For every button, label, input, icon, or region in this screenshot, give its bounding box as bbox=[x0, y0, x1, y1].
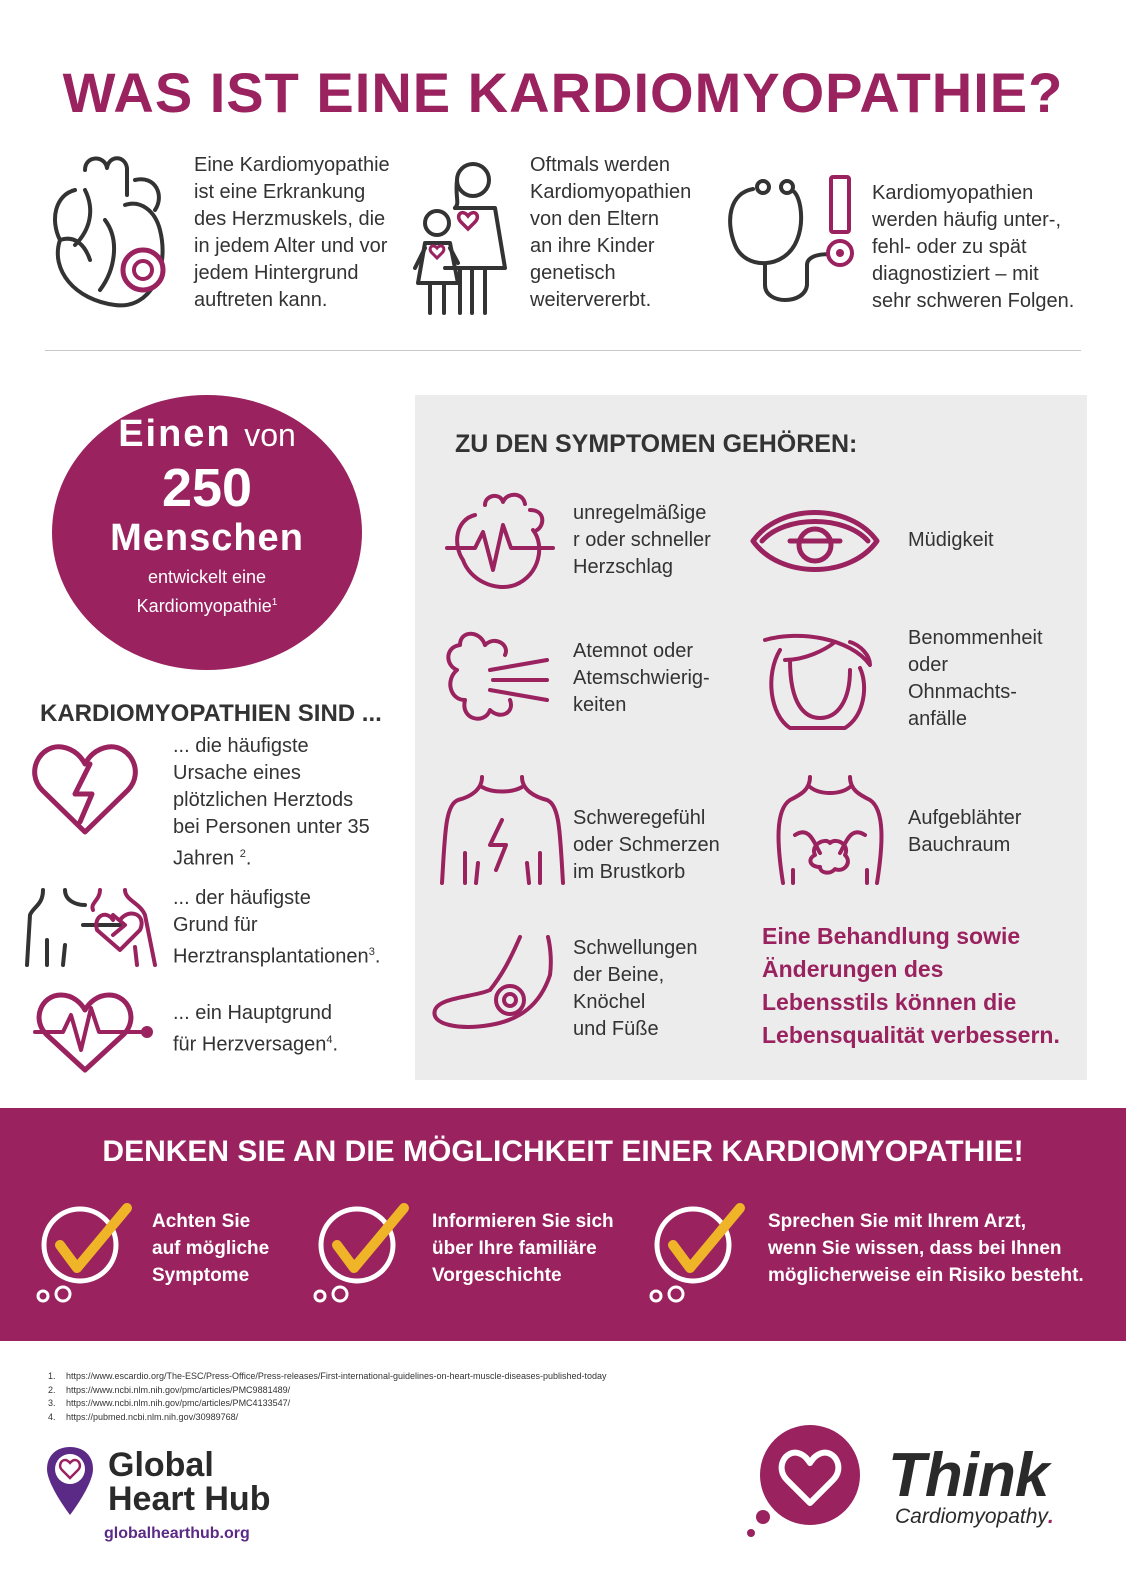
sind-text-3: ... ein Hauptgrund für Herzversagen$^4$. bbox=[173, 1002, 339, 1056]
intro-text-3: Kardiomyopathien werden häufig unter-, fehl- oder zu spät diagnostiziert – mit sehr schweren Folgen. bbox=[872, 182, 1075, 312]
symptom-text-7: Schwellungen der Beine, Knöchel und Füße bbox=[573, 937, 698, 1040]
symptom-text-6: Aufgeblähter Bauchraum bbox=[908, 807, 1022, 856]
heart-rhythm-icon bbox=[445, 490, 555, 595]
anatomical-heart-icon bbox=[45, 150, 175, 320]
reference-item[interactable]: 3. https://www.ncbi.nlm.nih.gov/pmc/articles/PMC4133547/ bbox=[48, 1398, 291, 1408]
cardiomyopathy-logo-text: Cardiomyopathy. bbox=[895, 1505, 1054, 1528]
stat-caption: entwickelt eine Kardiomyopathie$^1$ bbox=[136, 567, 278, 616]
stat-von: von bbox=[244, 417, 296, 453]
bloated-belly-icon bbox=[775, 775, 885, 890]
band-heading: DENKEN SIE AN DIE MÖGLICHKEIT EINER KARDIOMYOPATHIE! bbox=[102, 1135, 1024, 1168]
reference-item[interactable]: 1. https://www.escardio.org/The-ESC/Press-Office/Press-releases/First-international-guidelines-on-heart-muscle-diseases-published-today bbox=[48, 1371, 607, 1381]
sind-text-2: ... der häufigste Grund für Herztransplantationen$^3$. bbox=[173, 887, 381, 968]
chest-pain-icon bbox=[440, 775, 565, 890]
sind-text-1: ... die häufigste Ursache eines plötzlichen Herztods bei Personen unter 35 Jahren $^2$. bbox=[173, 735, 370, 870]
band-text-3: Sprechen Sie mit Ihrem Arzt, wenn Sie wissen, dass bei Ihnen möglicherweise ein Risiko besteht. bbox=[768, 1211, 1084, 1286]
references bbox=[48, 1370, 607, 1424]
breath-icon bbox=[445, 625, 550, 730]
global-heart-hub-logo-icon bbox=[45, 1445, 95, 1517]
symptom-text-5: Schweregefühl oder Schmerzen im Brustkorb bbox=[573, 807, 720, 883]
symptom-text-3: Atemnot oder Atemschwierig- keiten bbox=[573, 640, 710, 716]
ghh-url[interactable]: globalhearthub.org bbox=[104, 1525, 250, 1542]
page-title: WAS IST EINE KARDIOMYOPATHIE? bbox=[62, 61, 1064, 124]
swollen-foot-icon bbox=[430, 935, 560, 1035]
reference-item[interactable]: 2. https://www.ncbi.nlm.nih.gov/pmc/articles/PMC9881489/ bbox=[48, 1384, 291, 1395]
think-cardiomyopathy-logo-icon bbox=[745, 1425, 870, 1540]
stat-einen: Einen bbox=[118, 413, 232, 455]
heartbeat-heart-icon bbox=[33, 990, 158, 1075]
sind-heading: KARDIOMYOPATHIEN SIND ... bbox=[40, 700, 382, 727]
heart-transplant-icon bbox=[25, 885, 160, 975]
stat-number: 250 bbox=[161, 458, 253, 518]
symptom-text-4: Benommenheit oder Ohnmachts- anfälle bbox=[908, 627, 1043, 730]
broken-heart-icon bbox=[30, 742, 140, 842]
band-text-2: Informieren Sie sich über Ihre familiäre Vorgeschichte bbox=[432, 1211, 614, 1286]
dizzy-head-icon bbox=[760, 630, 875, 735]
checkmark-icon bbox=[648, 1200, 748, 1308]
tired-eye-icon bbox=[750, 503, 880, 578]
parent-child-icon bbox=[410, 158, 510, 318]
stethoscope-icon bbox=[725, 175, 865, 310]
symptom-text-1: unregelmäßige r oder schneller Herzschlag bbox=[573, 502, 711, 578]
symptoms-heading: ZU DEN SYMPTOMEN GEHÖREN: bbox=[455, 430, 858, 458]
reference-item[interactable]: 4. https://pubmed.ncbi.nlm.nih.gov/30989768/ bbox=[48, 1411, 239, 1422]
divider bbox=[45, 350, 1081, 351]
think-logo-text: Think bbox=[888, 1441, 1049, 1510]
ghh-logo-text: Global Heart Hub bbox=[108, 1446, 271, 1518]
symptom-text-2: Müdigkeit bbox=[908, 529, 994, 551]
checkmark-icon bbox=[312, 1200, 412, 1308]
treatment-text: Eine Behandlung sowie Änderungen des Lebensstils können die Lebensqualität verbessern. bbox=[762, 923, 1060, 1048]
checkmark-icon bbox=[35, 1200, 135, 1308]
stat-circle bbox=[52, 395, 362, 670]
stat-menschen: Menschen bbox=[110, 517, 304, 559]
band-text-1: Achten Sie auf mögliche Symptome bbox=[152, 1211, 270, 1286]
intro-text-1: Eine Kardiomyopathie ist eine Erkrankung des Herzmuskels, die in jedem Alter und vor jedem Hintergrund auftreten kann. bbox=[194, 154, 390, 311]
intro-text-2: Oftmals werden Kardiomyopathien von den Eltern an ihre Kinder genetisch weitervererbt. bbox=[530, 154, 692, 311]
